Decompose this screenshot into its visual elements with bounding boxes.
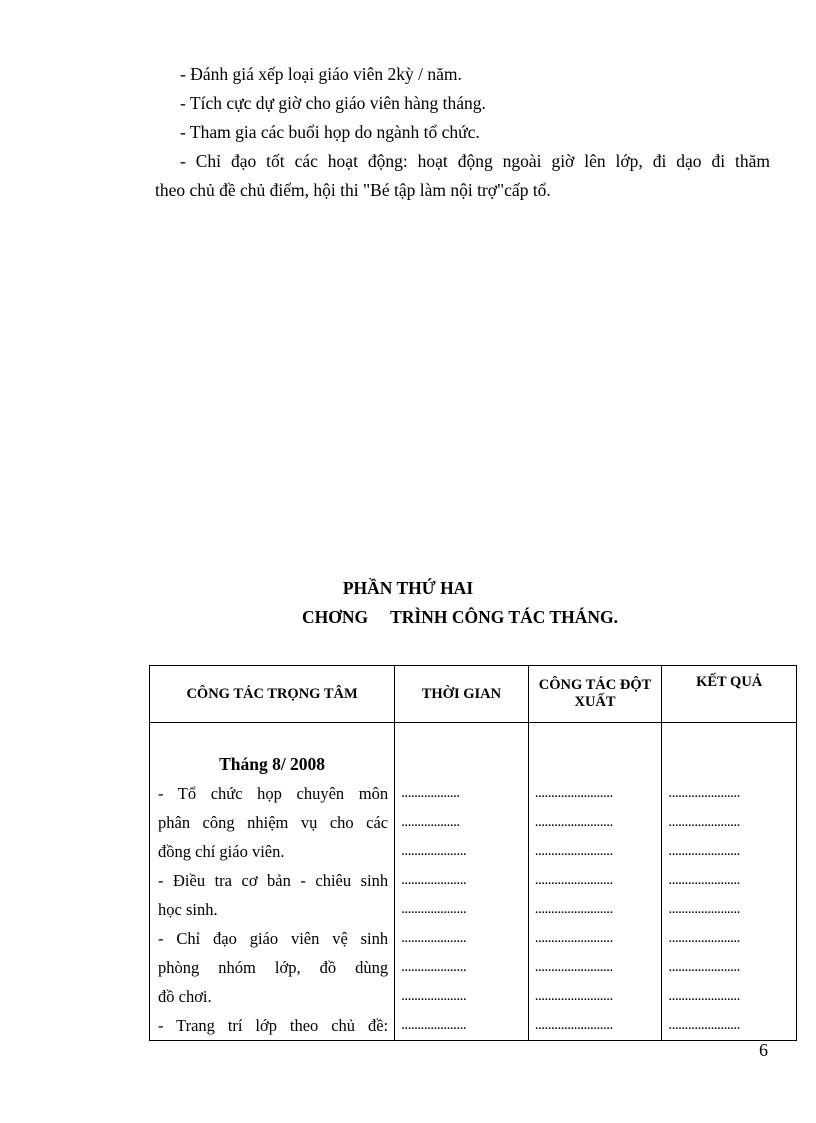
dot-line: .................... [401, 872, 467, 888]
work-plan-table [149, 665, 797, 1041]
header-focus-work: CÔNG TÁC TRỌNG TÂM [150, 666, 395, 723]
header-result: KẾT QUẢ [662, 666, 797, 723]
dot-line: ...................... [668, 843, 740, 859]
dot-line: ........................ [534, 959, 613, 975]
dot-line: ........................ [534, 1017, 613, 1033]
intro-line: theo chủ đề chủ điểm, hội thi "Bé tập làm nội trợ"cấp tổ. [155, 180, 551, 200]
task-line: đồ chơi. [158, 987, 212, 1006]
dot-line: ........................ [534, 843, 613, 859]
dot-line: ...................... [668, 814, 740, 830]
task-line: học sinh. [158, 900, 218, 919]
task-line: - Chỉ đạo giáo viên vệ sinh [158, 929, 389, 948]
page-number: 6 [759, 1040, 768, 1060]
adhoc-work-cell [528, 723, 662, 1041]
header-time: THỜI GIAN [395, 666, 529, 723]
dot-line: ...................... [668, 988, 740, 1004]
dot-line: .................... [401, 1017, 467, 1033]
intro-line: - Tích cực dự giờ cho giáo viên hàng tháng. [180, 93, 486, 113]
dot-line: ...................... [668, 1017, 740, 1033]
dot-line: ........................ [534, 930, 613, 946]
dot-line: ...................... [668, 901, 740, 917]
dot-line: .................... [401, 959, 467, 975]
dot-line: .................... [401, 843, 467, 859]
task-line: - Trang trí lớp theo chủ đề: [158, 1016, 389, 1035]
dot-line: ...................... [668, 872, 740, 888]
task-list [150, 779, 394, 1040]
intro-line: - Tham gia các buổi họp do ngành tổ chức. [180, 122, 480, 142]
dot-line: .................. [401, 785, 460, 801]
result-cell [662, 723, 797, 1041]
month-label: Tháng 8/ 2008 [219, 754, 326, 774]
intro-line: - Chỉ đạo tốt các hoạt động: hoạt động ngoài giờ lên lớp, đi dạo đi thăm [180, 151, 770, 171]
dot-line: ........................ [534, 814, 613, 830]
dot-line: ........................ [534, 988, 613, 1004]
result-dots [662, 749, 796, 1040]
dot-line: .................. [401, 814, 460, 830]
dot-line: .................... [401, 901, 467, 917]
dot-line: ........................ [534, 785, 613, 801]
task-line: đồng chí giáo viên. [158, 842, 285, 861]
dot-line: ...................... [668, 930, 740, 946]
section-subtitle [52, 607, 816, 628]
dot-line: ...................... [668, 785, 740, 801]
dot-line: .................... [401, 988, 467, 1004]
dot-line: ........................ [534, 872, 613, 888]
section-subtitle-part2: TRÌNH CÔNG TÁC THÁNG. [390, 607, 618, 627]
dot-line: .................... [401, 930, 467, 946]
intro-text [155, 60, 770, 205]
adhoc-dots [529, 749, 662, 1040]
header-adhoc-work: CÔNG TÁC ĐỘT XUẤT [528, 666, 662, 723]
section-subtitle-part1: CHƠNG [302, 607, 369, 627]
task-line: - Điều tra cơ bản - chiêu sinh [158, 871, 389, 890]
task-line: - Tổ chức họp chuyên môn [158, 784, 389, 803]
focus-work-cell [150, 723, 395, 1041]
intro-line: - Đánh giá xếp loại giáo viên 2kỳ / năm. [180, 64, 462, 84]
task-line: phòng nhóm lớp, đồ dùng [158, 958, 389, 977]
task-line: phân công nhiệm vụ cho các [158, 813, 389, 832]
section-title: PHẦN THỨ HAI [342, 578, 474, 598]
dot-line: ...................... [668, 959, 740, 975]
time-dots [395, 749, 528, 1040]
time-cell [395, 723, 529, 1041]
dot-line: ........................ [534, 901, 613, 917]
